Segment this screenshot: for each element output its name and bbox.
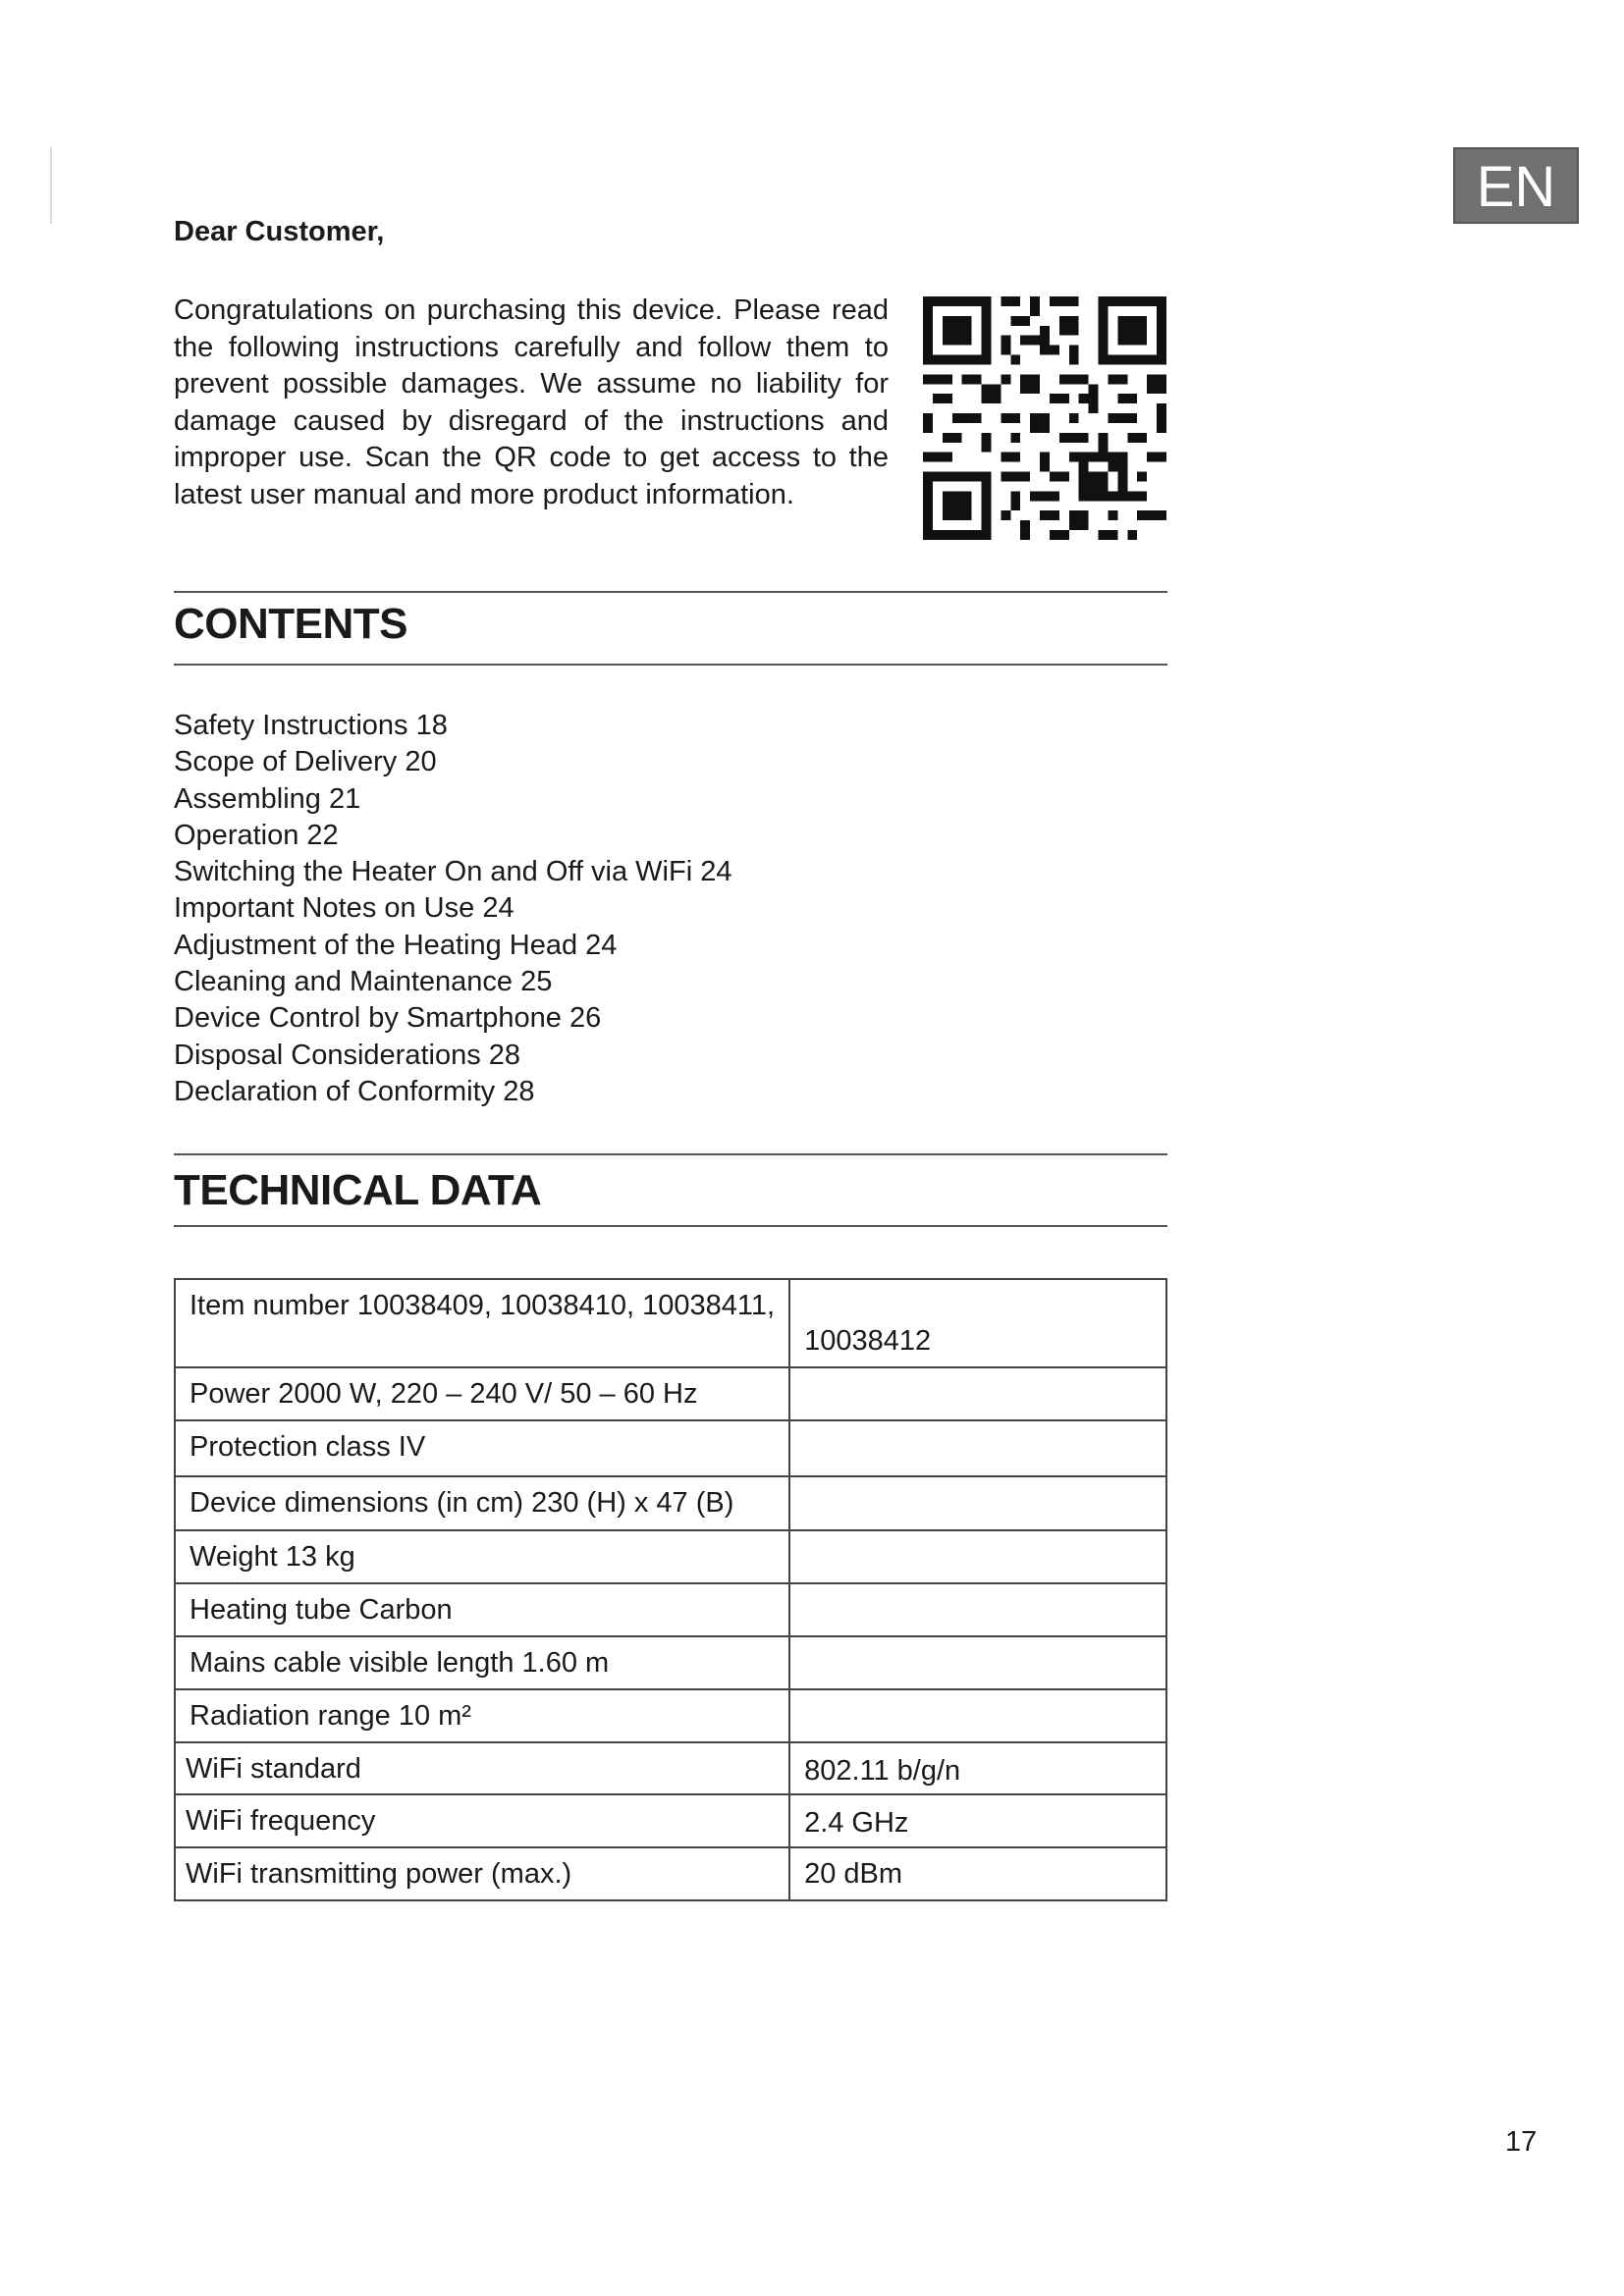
technical-data-heading: TECHNICAL DATA [174,1166,542,1214]
toc-item[interactable]: Safety Instructions 18 [174,710,448,741]
qr-code-icon[interactable] [923,296,1166,540]
table-of-contents [174,708,731,1110]
table-row [175,1476,1166,1530]
spec-label: WiFi standard [175,1742,789,1794]
technical-rule-bottom [174,1225,1167,1227]
technical-rule-top [174,1153,1167,1155]
spec-value [789,1420,1166,1476]
toc-item[interactable]: Assembling 21 [174,782,361,815]
contents-rule-bottom [174,664,1167,666]
spec-label: Power 2000 W, 220 – 240 V/ 50 – 60 Hz [175,1367,789,1420]
contents-heading: CONTENTS [174,600,407,648]
spec-label: Protection class IV [175,1420,789,1476]
toc-item[interactable]: Declaration of Conformity 28 [174,1075,535,1107]
spec-label: Radiation range 10 m² [175,1689,789,1742]
spec-label: Device dimensions (in cm) 230 (H) x 47 (B) [175,1476,789,1530]
margin-mark [50,147,52,224]
spec-value: 802.11 b/g/n [789,1742,1166,1794]
spec-label: Heating tube Carbon [175,1583,789,1636]
spec-label: WiFi frequency [175,1794,789,1847]
spec-label: WiFi transmitting power (max.) [175,1847,789,1900]
spec-value [789,1583,1166,1636]
toc-item[interactable]: Important Notes on Use 24 [174,892,514,925]
toc-item[interactable]: Adjustment of the Heating Head 24 [174,929,618,961]
spec-value-text: 10038412 [804,1325,932,1357]
spec-label: Item number 10038409, 10038410, 10038411, [175,1279,789,1367]
greeting: Dear Customer, [174,216,385,247]
spec-value [789,1689,1166,1742]
toc-item[interactable]: Cleaning and Maintenance 25 [174,966,553,998]
table-row [175,1420,1166,1476]
spec-value [789,1279,1166,1367]
table-row [175,1530,1166,1583]
spec-value [789,1367,1166,1420]
toc-item[interactable]: Scope of Delivery 20 [174,746,437,778]
spec-value: 2.4 GHz [789,1794,1166,1847]
table-row [175,1583,1166,1636]
language-badge: EN [1453,147,1579,224]
table-row [175,1367,1166,1420]
table-row [175,1636,1166,1689]
technical-data-table [174,1278,1167,1901]
table-row [175,1279,1166,1367]
spec-label: Weight 13 kg [175,1530,789,1583]
intro-paragraph: Congratulations on purchasing this device. Please read the following instructions carefully and follow them to prevent possible damages. We assume no liability for damage caused by disregard of the instructions and improper use. Scan the QR code to get access to the latest user manual and more product information. [174,294,889,510]
page-number: 17 [1505,2126,1538,2158]
toc-item[interactable]: Operation 22 [174,819,339,851]
contents-rule-top [174,591,1167,593]
spec-label: Mains cable visible length 1.60 m [175,1636,789,1689]
spec-value: 20 dBm [789,1847,1166,1900]
table-row [175,1689,1166,1742]
table-row [175,1794,1166,1847]
toc-item[interactable]: Switching the Heater On and Off via WiFi 24 [174,856,732,888]
spec-value [789,1636,1166,1689]
spec-value [789,1476,1166,1530]
toc-item[interactable]: Device Control by Smartphone 26 [174,1002,602,1035]
spec-value [789,1530,1166,1583]
table-row [175,1847,1166,1900]
table-row [175,1742,1166,1794]
toc-item[interactable]: Disposal Considerations 28 [174,1039,521,1071]
